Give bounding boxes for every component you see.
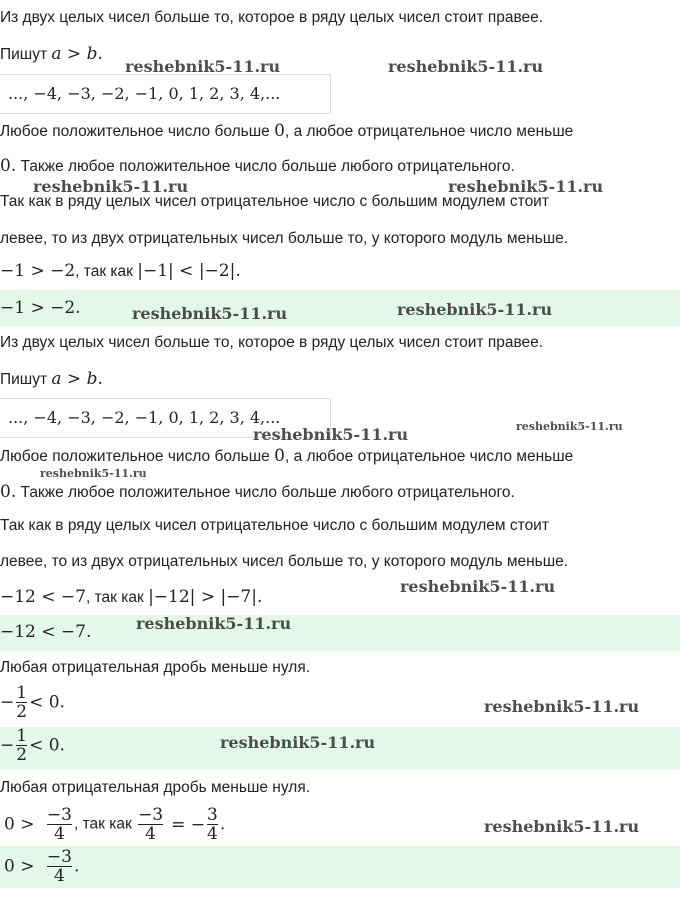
comparison-lead: 0 > <box>4 856 35 877</box>
fraction-line <box>0 684 65 721</box>
positive-text-a: Любое положительное число больше <box>0 123 275 140</box>
since-text: , так как <box>75 263 138 280</box>
write-prefix: Пишут <box>0 46 52 63</box>
integer-sequence: ..., −4, −3, −2, −1, 0, 1, 2, 3, 4,... <box>8 408 281 427</box>
numerator: −3 <box>46 805 72 825</box>
comparison-line <box>0 261 241 281</box>
rule-text: Из двух целых чисел больше то, которое в ряду целых чисел стоит правее. <box>0 334 544 351</box>
minus-sign: − <box>0 692 15 713</box>
zero-symbol: 0. <box>0 482 17 502</box>
answer-4 <box>4 848 79 885</box>
watermark: reshebnik5-11.ru <box>132 304 288 323</box>
fraction <box>138 806 163 843</box>
fraction-line <box>4 806 225 843</box>
watermark: reshebnik5-11.ru <box>484 697 640 716</box>
fraction <box>207 806 218 843</box>
watermark: reshebnik5-11.ru <box>484 817 640 836</box>
negative-text-2: левее, то из двух отрицательных чисел больше то, у которого модуль меньше. <box>0 553 569 570</box>
positive-text-b: , а любое отрицательное число меньше <box>284 448 574 465</box>
write-line <box>0 44 103 64</box>
watermark: reshebnik5-11.ru <box>33 177 189 196</box>
negative-text-1: Так как в ряду целых чисел отрицательное число с большим модулем стоит <box>0 193 549 210</box>
rule-text: Любая отрицательная дробь меньше нуля. <box>0 659 311 676</box>
minus-sign: − <box>0 735 15 756</box>
comparison-line <box>0 587 262 607</box>
zero-symbol: 0. <box>0 156 17 176</box>
fraction <box>47 848 72 885</box>
since-text: , так как <box>73 815 137 833</box>
zero-symbol: 0 <box>274 446 285 466</box>
numerator: −3 <box>138 805 164 825</box>
watermark: reshebnik5-11.ru <box>397 300 553 319</box>
watermark: reshebnik5-11.ru <box>220 733 376 752</box>
comparison-expr: −1 > −2 <box>0 261 76 281</box>
modulus-expr: |−12| > |−7|. <box>148 587 263 607</box>
answer-highlight-1 <box>0 290 680 326</box>
positive-text-a: Любое положительное число больше <box>0 448 275 465</box>
fraction <box>47 806 72 843</box>
watermark: reshebnik5-11.ru <box>388 57 544 76</box>
watermark: reshebnik5-11.ru <box>40 467 147 480</box>
comparison-tail: < 0. <box>29 692 65 713</box>
fraction <box>16 727 27 764</box>
denominator: 4 <box>207 824 218 844</box>
rule-text: Любая отрицательная дробь меньше нуля. <box>0 779 311 796</box>
answer-highlight-2 <box>0 615 680 651</box>
watermark: reshebnik5-11.ru <box>400 577 556 596</box>
positive-line-2 <box>0 482 515 502</box>
write-expression: a > b. <box>51 369 103 389</box>
watermark: reshebnik5-11.ru <box>516 420 623 433</box>
numerator: 1 <box>16 683 28 703</box>
comparison-expr: −12 < −7 <box>0 587 86 607</box>
answer-2: −12 < −7. <box>0 622 92 642</box>
negative-text-1: Так как в ряду целых чисел отрицательное число с большим модулем стоит <box>0 517 549 534</box>
positive-text-c: Также любое положительное число больше любого отрицательного. <box>16 158 515 175</box>
write-prefix: Пишут <box>0 371 52 388</box>
positive-line <box>0 446 573 466</box>
numerator: −3 <box>46 847 72 867</box>
denominator: 4 <box>145 824 156 844</box>
answer-3 <box>0 727 65 764</box>
period: . <box>219 814 226 835</box>
watermark: reshebnik5-11.ru <box>125 57 281 76</box>
comparison-tail: < 0. <box>29 735 65 756</box>
period: . <box>73 856 80 877</box>
watermark: reshebnik5-11.ru <box>136 614 292 633</box>
equals-minus: = − <box>171 814 206 835</box>
comparison-lead: 0 > <box>4 814 35 835</box>
positive-text-b: , а любое отрицательное число меньше <box>284 123 574 140</box>
denominator: 2 <box>16 745 28 765</box>
positive-text-c: Также любое положительное число больше любого отрицательного. <box>16 484 515 501</box>
negative-text-2: левее, то из двух отрицательных чисел больше то, у которого модуль меньше. <box>0 230 569 247</box>
rule-text: Из двух целых чисел больше то, которое в ряду целых чисел стоит правее. <box>0 9 544 26</box>
numerator: 3 <box>207 805 218 825</box>
positive-line-2 <box>0 156 515 176</box>
since-text: , так как <box>86 589 149 606</box>
watermark: reshebnik5-11.ru <box>253 425 409 444</box>
positive-line <box>0 121 573 141</box>
write-expression: a > b. <box>51 44 103 64</box>
denominator: 4 <box>54 824 65 844</box>
denominator: 4 <box>54 866 65 886</box>
answer-1: −1 > −2. <box>0 298 81 318</box>
answer-highlight-4 <box>0 846 680 888</box>
numerator: 1 <box>16 726 28 746</box>
fraction <box>16 684 27 721</box>
modulus-expr: |−1| < |−2|. <box>137 261 241 281</box>
watermark: reshebnik5-11.ru <box>448 177 604 196</box>
integer-sequence: ..., −4, −3, −2, −1, 0, 1, 2, 3, 4,... <box>8 84 281 103</box>
denominator: 2 <box>16 702 28 722</box>
zero-symbol: 0 <box>274 121 285 141</box>
write-line <box>0 369 103 389</box>
